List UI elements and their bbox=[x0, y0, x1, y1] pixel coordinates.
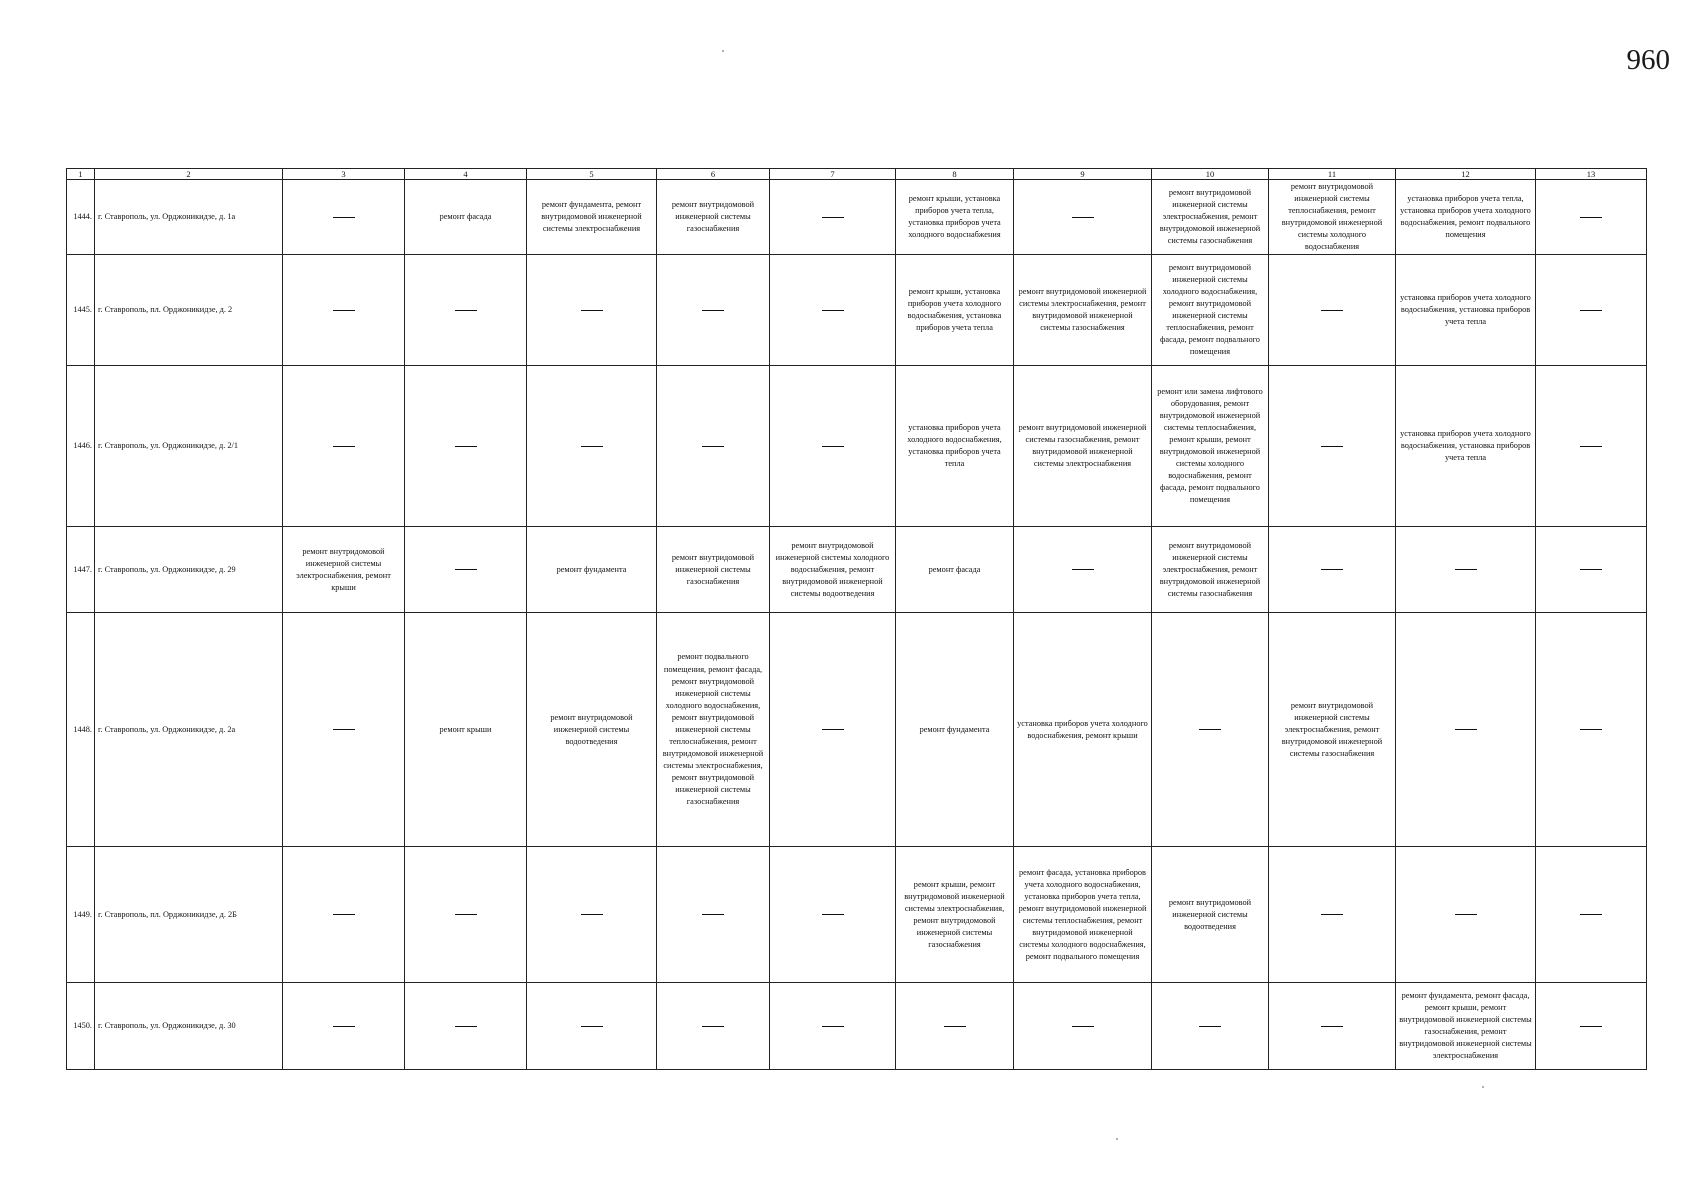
work-cell: ремонт внутридомовой инженерной системы теплоснабжения, ремонт внутридомовой инженерной системы холодного водоснабжения bbox=[1269, 180, 1396, 255]
dash-mark bbox=[581, 1026, 603, 1027]
column-header: 10 bbox=[1152, 169, 1269, 180]
empty-cell bbox=[770, 255, 896, 366]
dash-mark bbox=[333, 1026, 355, 1027]
dash-mark bbox=[455, 569, 477, 570]
empty-cell bbox=[527, 983, 657, 1070]
column-header: 7 bbox=[770, 169, 896, 180]
address-cell: г. Ставрополь, ул. Орджоникидзе, д. 29 bbox=[95, 527, 283, 613]
empty-cell bbox=[1269, 983, 1396, 1070]
page-number: 960 bbox=[1626, 44, 1670, 76]
address-cell: г. Ставрополь, ул. Орджоникидзе, д. 2/1 bbox=[95, 366, 283, 527]
empty-cell bbox=[1536, 366, 1647, 527]
column-header: 2 bbox=[95, 169, 283, 180]
dash-mark bbox=[702, 310, 724, 311]
dash-mark bbox=[1580, 217, 1602, 218]
table-row bbox=[67, 847, 1647, 983]
dash-mark bbox=[455, 914, 477, 915]
empty-cell bbox=[1014, 180, 1152, 255]
column-header: 5 bbox=[527, 169, 657, 180]
empty-cell bbox=[405, 847, 527, 983]
empty-cell bbox=[770, 613, 896, 847]
empty-cell bbox=[405, 983, 527, 1070]
dash-mark bbox=[822, 1026, 844, 1027]
work-cell: установка приборов учета холодного водоснабжения, ремонт крыши bbox=[1014, 613, 1152, 847]
empty-cell bbox=[896, 983, 1014, 1070]
row-number: 1447. bbox=[67, 527, 95, 613]
row-number: 1448. bbox=[67, 613, 95, 847]
column-header: 8 bbox=[896, 169, 1014, 180]
empty-cell bbox=[1536, 527, 1647, 613]
row-number: 1445. bbox=[67, 255, 95, 366]
column-header: 3 bbox=[283, 169, 405, 180]
empty-cell bbox=[283, 847, 405, 983]
scan-speck bbox=[1116, 1138, 1118, 1140]
repair-program-table bbox=[66, 168, 1647, 1070]
empty-cell bbox=[657, 366, 770, 527]
address-cell: г. Ставрополь, ул. Орджоникидзе, д. 2а bbox=[95, 613, 283, 847]
dash-mark bbox=[455, 1026, 477, 1027]
table-row bbox=[67, 983, 1647, 1070]
dash-mark bbox=[702, 446, 724, 447]
work-cell: ремонт фундамента, ремонт внутридомовой инженерной системы электроснабжения bbox=[527, 180, 657, 255]
dash-mark bbox=[455, 446, 477, 447]
work-cell: установка приборов учета холодного водоснабжения, установка приборов учета тепла bbox=[896, 366, 1014, 527]
dash-mark bbox=[581, 446, 603, 447]
row-number: 1444. bbox=[67, 180, 95, 255]
work-cell: ремонт крыши, ремонт внутридомовой инженерной системы электроснабжения, ремонт внутридомовой инженерной системы газоснабжения bbox=[896, 847, 1014, 983]
row-number: 1450. bbox=[67, 983, 95, 1070]
dash-mark bbox=[1321, 914, 1343, 915]
dash-mark bbox=[822, 217, 844, 218]
empty-cell bbox=[1536, 983, 1647, 1070]
empty-cell bbox=[1536, 847, 1647, 983]
dash-mark bbox=[333, 914, 355, 915]
row-number: 1449. bbox=[67, 847, 95, 983]
empty-cell bbox=[405, 255, 527, 366]
dash-mark bbox=[455, 310, 477, 311]
table-row bbox=[67, 527, 1647, 613]
empty-cell bbox=[1152, 983, 1269, 1070]
empty-cell bbox=[283, 613, 405, 847]
dash-mark bbox=[581, 914, 603, 915]
column-header: 11 bbox=[1269, 169, 1396, 180]
dash-mark bbox=[1455, 569, 1477, 570]
empty-cell bbox=[1014, 983, 1152, 1070]
address-cell: г. Ставрополь, ул. Орджоникидзе, д. 1а bbox=[95, 180, 283, 255]
work-cell: ремонт внутридомовой инженерной системы электроснабжения, ремонт внутридомовой инженерной системы газоснабжения bbox=[1269, 613, 1396, 847]
table-row bbox=[67, 180, 1647, 255]
work-cell: ремонт внутридомовой инженерной системы электроснабжения, ремонт внутридомовой инженерной системы газоснабжения bbox=[1152, 180, 1269, 255]
dash-mark bbox=[702, 914, 724, 915]
dash-mark bbox=[1580, 446, 1602, 447]
dash-mark bbox=[1321, 569, 1343, 570]
dash-mark bbox=[1455, 729, 1477, 730]
empty-cell bbox=[1536, 255, 1647, 366]
empty-cell bbox=[283, 255, 405, 366]
empty-cell bbox=[770, 366, 896, 527]
column-header: 6 bbox=[657, 169, 770, 180]
dash-mark bbox=[1199, 729, 1221, 730]
work-cell: ремонт фундамента, ремонт фасада, ремонт крыши, ремонт внутридомовой инженерной системы газоснабжения, ремонт внутридомовой инженерной системы электроснабжения bbox=[1396, 983, 1536, 1070]
dash-mark bbox=[1321, 1026, 1343, 1027]
work-cell: ремонт внутридомовой инженерной системы водоотведения bbox=[1152, 847, 1269, 983]
work-cell: ремонт подвального помещения, ремонт фасада, ремонт внутридомовой инженерной системы холодного водоснабжения, ремонт внутридомовой инженерной системы теплоснабжения, ремонт внутридомовой инженерной системы электроснабжения, ремонт внутридомовой инженерной системы газоснабжения bbox=[657, 613, 770, 847]
table-row bbox=[67, 613, 1647, 847]
column-header: 9 bbox=[1014, 169, 1152, 180]
dash-mark bbox=[1455, 914, 1477, 915]
dash-mark bbox=[1580, 729, 1602, 730]
empty-cell bbox=[770, 983, 896, 1070]
empty-cell bbox=[405, 527, 527, 613]
work-cell: ремонт внутридомовой инженерной системы холодного водоснабжения, ремонт внутридомовой инженерной системы теплоснабжения, ремонт фасада, ремонт подвального помещения bbox=[1152, 255, 1269, 366]
empty-cell bbox=[283, 180, 405, 255]
dash-mark bbox=[333, 729, 355, 730]
dash-mark bbox=[1072, 569, 1094, 570]
work-cell: ремонт внутридомовой инженерной системы газоснабжения, ремонт внутридомовой инженерной системы электроснабжения bbox=[1014, 366, 1152, 527]
empty-cell bbox=[657, 255, 770, 366]
empty-cell bbox=[527, 255, 657, 366]
dash-mark bbox=[944, 1026, 966, 1027]
dash-mark bbox=[1199, 1026, 1221, 1027]
dash-mark bbox=[1072, 1026, 1094, 1027]
dash-mark bbox=[1580, 569, 1602, 570]
work-cell: установка приборов учета холодного водоснабжения, установка приборов учета тепла bbox=[1396, 255, 1536, 366]
dash-mark bbox=[581, 310, 603, 311]
address-cell: г. Ставрополь, пл. Орджоникидзе, д. 2Б bbox=[95, 847, 283, 983]
work-cell: ремонт фасада bbox=[896, 527, 1014, 613]
dash-mark bbox=[822, 729, 844, 730]
empty-cell bbox=[527, 366, 657, 527]
empty-cell bbox=[1152, 613, 1269, 847]
work-cell: ремонт внутридомовой инженерной системы водоотведения bbox=[527, 613, 657, 847]
work-cell: ремонт внутридомовой инженерной системы газоснабжения bbox=[657, 527, 770, 613]
empty-cell bbox=[657, 983, 770, 1070]
work-cell: ремонт крыши, установка приборов учета тепла, установка приборов учета холодного водоснабжения bbox=[896, 180, 1014, 255]
work-cell: ремонт фундамента bbox=[527, 527, 657, 613]
dash-mark bbox=[1580, 310, 1602, 311]
work-cell: установка приборов учета холодного водоснабжения, установка приборов учета тепла bbox=[1396, 366, 1536, 527]
empty-cell bbox=[657, 847, 770, 983]
address-cell: г. Ставрополь, ул. Орджоникидзе, д. 30 bbox=[95, 983, 283, 1070]
work-cell: ремонт внутридомовой инженерной системы газоснабжения bbox=[657, 180, 770, 255]
empty-cell bbox=[770, 180, 896, 255]
address-cell: г. Ставрополь, пл. Орджоникидзе, д. 2 bbox=[95, 255, 283, 366]
table-header-row bbox=[67, 169, 1647, 180]
work-cell: ремонт или замена лифтового оборудования, ремонт внутридомовой инженерной системы теплоснабжения, ремонт крыши, ремонт внутридомовой инженерной системы холодного водоснабжения, ремонт фасада, ремонт подвального помещения bbox=[1152, 366, 1269, 527]
empty-cell bbox=[1536, 180, 1647, 255]
scan-speck bbox=[722, 50, 724, 52]
dash-mark bbox=[333, 217, 355, 218]
dash-mark bbox=[1321, 446, 1343, 447]
dash-mark bbox=[1321, 310, 1343, 311]
empty-cell bbox=[1396, 847, 1536, 983]
empty-cell bbox=[1536, 613, 1647, 847]
dash-mark bbox=[333, 310, 355, 311]
empty-cell bbox=[283, 983, 405, 1070]
dash-mark bbox=[1580, 1026, 1602, 1027]
table-row bbox=[67, 255, 1647, 366]
empty-cell bbox=[1269, 847, 1396, 983]
work-cell: ремонт крыши, установка приборов учета холодного водоснабжения, установка приборов учета тепла bbox=[896, 255, 1014, 366]
work-cell: ремонт внутридомовой инженерной системы электроснабжения, ремонт внутридомовой инженерной системы газоснабжения bbox=[1014, 255, 1152, 366]
work-cell: ремонт внутридомовой инженерной системы электроснабжения, ремонт внутридомовой инженерной системы газоснабжения bbox=[1152, 527, 1269, 613]
dash-mark bbox=[822, 310, 844, 311]
empty-cell bbox=[527, 847, 657, 983]
dash-mark bbox=[1072, 217, 1094, 218]
work-cell: ремонт внутридомовой инженерной системы электроснабжения, ремонт крыши bbox=[283, 527, 405, 613]
empty-cell bbox=[405, 366, 527, 527]
work-cell: ремонт внутридомовой инженерной системы холодного водоснабжения, ремонт внутридомовой инженерной системы водоотведения bbox=[770, 527, 896, 613]
column-header: 1 bbox=[67, 169, 95, 180]
dash-mark bbox=[822, 914, 844, 915]
empty-cell bbox=[1396, 613, 1536, 847]
work-cell: ремонт фундамента bbox=[896, 613, 1014, 847]
row-number: 1446. bbox=[67, 366, 95, 527]
table-row bbox=[67, 366, 1647, 527]
work-cell: установка приборов учета тепла, установка приборов учета холодного водоснабжения, ремонт подвального помещения bbox=[1396, 180, 1536, 255]
dash-mark bbox=[822, 446, 844, 447]
work-cell: ремонт фасада, установка приборов учета холодного водоснабжения, установка приборов учета тепла, ремонт внутридомовой инженерной системы теплоснабжения, ремонт внутридомовой инженерной системы холодного водоснабжения, ремонт подвального помещения bbox=[1014, 847, 1152, 983]
empty-cell bbox=[1269, 255, 1396, 366]
column-header: 12 bbox=[1396, 169, 1536, 180]
dash-mark bbox=[702, 1026, 724, 1027]
dash-mark bbox=[1580, 914, 1602, 915]
work-cell: ремонт крыши bbox=[405, 613, 527, 847]
empty-cell bbox=[283, 366, 405, 527]
dash-mark bbox=[333, 446, 355, 447]
empty-cell bbox=[1396, 527, 1536, 613]
empty-cell bbox=[1269, 366, 1396, 527]
work-cell: ремонт фасада bbox=[405, 180, 527, 255]
empty-cell bbox=[770, 847, 896, 983]
scan-speck bbox=[1482, 1086, 1484, 1088]
column-header: 13 bbox=[1536, 169, 1647, 180]
empty-cell bbox=[1014, 527, 1152, 613]
column-header: 4 bbox=[405, 169, 527, 180]
empty-cell bbox=[1269, 527, 1396, 613]
